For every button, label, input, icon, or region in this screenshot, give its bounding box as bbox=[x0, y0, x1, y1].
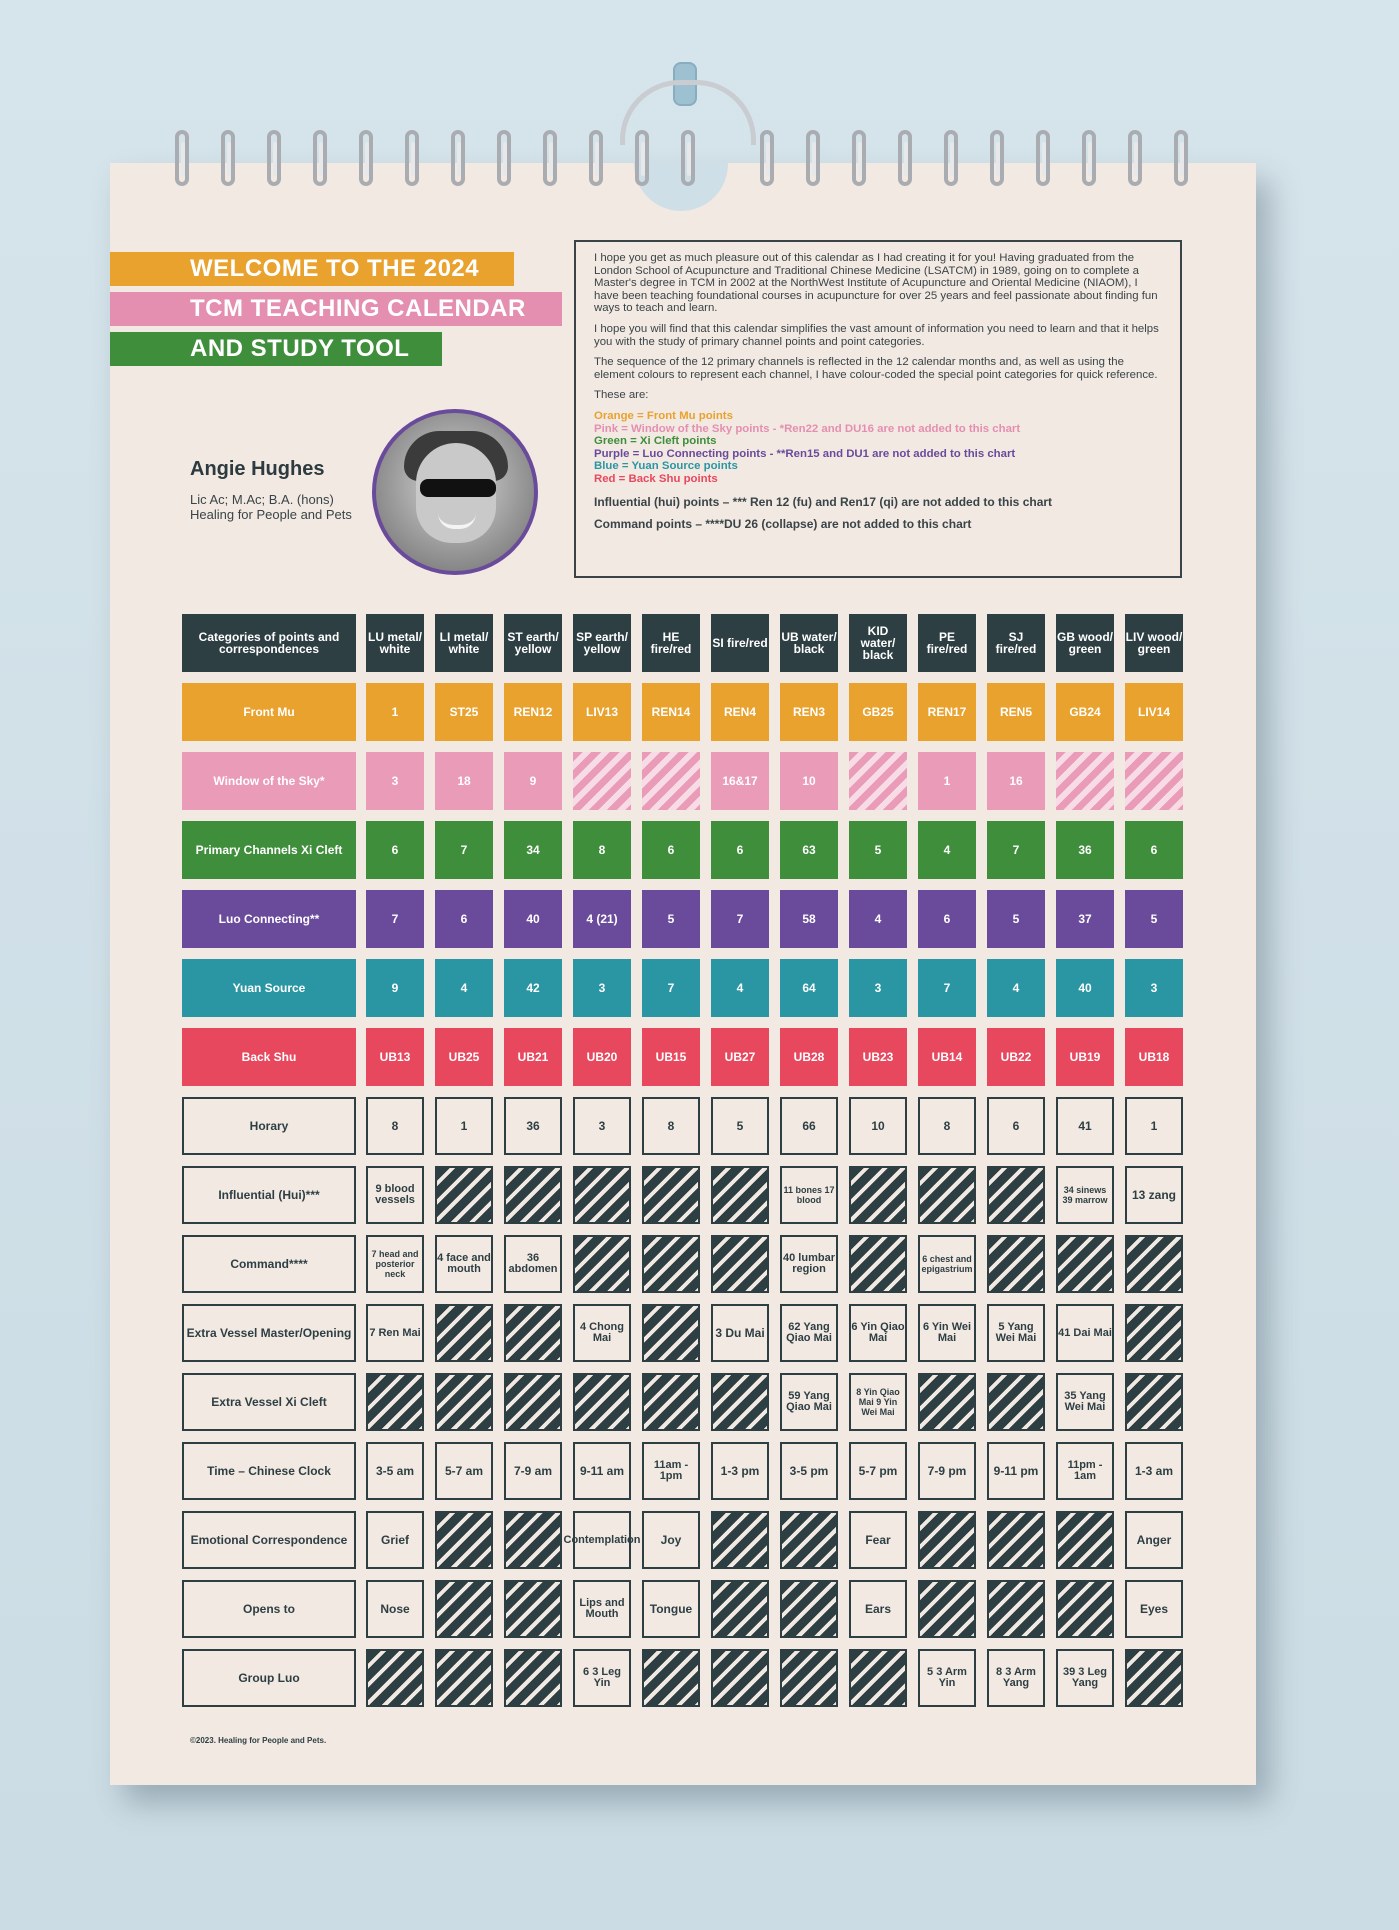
author-degrees: Lic Ac; M.Ac; B.A. (hons) bbox=[190, 492, 334, 507]
table-cell: 7-9 pm bbox=[918, 1442, 976, 1500]
hatched-empty-cell bbox=[711, 1373, 769, 1431]
table-cell: 3 Du Mai bbox=[711, 1304, 769, 1362]
table-cell: Nose bbox=[366, 1580, 424, 1638]
binding-ring bbox=[635, 130, 649, 186]
hatched-empty-cell bbox=[1056, 1235, 1114, 1293]
hatched-empty-cell bbox=[987, 1580, 1045, 1638]
table-cell: LIV13 bbox=[573, 683, 631, 741]
table-cell: 9 blood vessels bbox=[366, 1166, 424, 1224]
legend-item: Green = Xi Cleft points bbox=[594, 435, 717, 448]
hatched-empty-cell bbox=[435, 1511, 493, 1569]
intro-paragraph-2: I hope you will find that this calendar simplifies the vast amount of information you need to learn and that it helps you with the study of primary channel points and point categories. bbox=[594, 322, 1159, 348]
hatched-empty-cell bbox=[642, 1304, 700, 1362]
table-cell: REN12 bbox=[504, 683, 562, 741]
column-header: SJ fire/red bbox=[987, 614, 1045, 672]
binding-ring bbox=[589, 130, 603, 186]
table-cell: 5 bbox=[642, 890, 700, 948]
table-cell: 6 bbox=[435, 890, 493, 948]
hatched-empty-cell bbox=[987, 1511, 1045, 1569]
hatched-empty-cell bbox=[849, 1235, 907, 1293]
table-cell: REN3 bbox=[780, 683, 838, 741]
hatched-empty-cell bbox=[573, 1235, 631, 1293]
table-cell: 36 bbox=[1056, 821, 1114, 879]
hatched-empty-cell bbox=[849, 1649, 907, 1707]
table-cell: 5-7 am bbox=[435, 1442, 493, 1500]
legend-item: Red = Back Shu points bbox=[594, 472, 718, 485]
hatched-empty-cell bbox=[504, 1304, 562, 1362]
table-cell: 7 bbox=[711, 890, 769, 948]
table-cell: 34 bbox=[504, 821, 562, 879]
table-cell: REN5 bbox=[987, 683, 1045, 741]
hatched-empty-cell bbox=[1125, 1373, 1183, 1431]
table-cell: 3-5 am bbox=[366, 1442, 424, 1500]
table-cell: UB20 bbox=[573, 1028, 631, 1086]
table-cell: 8 bbox=[918, 1097, 976, 1155]
binding-ring bbox=[313, 130, 327, 186]
column-header: LIV wood/ green bbox=[1125, 614, 1183, 672]
hatched-empty-cell bbox=[435, 1580, 493, 1638]
hatched-empty-cell bbox=[642, 752, 700, 810]
table-cell: 1 bbox=[435, 1097, 493, 1155]
table-cell: UB18 bbox=[1125, 1028, 1183, 1086]
binding-ring bbox=[852, 130, 866, 186]
table-cell: 10 bbox=[780, 752, 838, 810]
row-label: Yuan Source bbox=[182, 959, 356, 1017]
table-cell: 1 bbox=[366, 683, 424, 741]
title-line-2: TCM TEACHING CALENDAR bbox=[110, 292, 562, 326]
table-cell: 5 bbox=[987, 890, 1045, 948]
binding-ring bbox=[497, 130, 511, 186]
table-cell: 7 Ren Mai bbox=[366, 1304, 424, 1362]
table-cell: 4 Chong Mai bbox=[573, 1304, 631, 1362]
binding-ring bbox=[681, 130, 695, 186]
row-label: Luo Connecting** bbox=[182, 890, 356, 948]
hatched-empty-cell bbox=[1125, 752, 1183, 810]
table-cell: 7 head and posterior neck bbox=[366, 1235, 424, 1293]
table-cell: 16 bbox=[987, 752, 1045, 810]
table-cell: 36 abdomen bbox=[504, 1235, 562, 1293]
table-cell: Anger bbox=[1125, 1511, 1183, 1569]
table-cell: REN4 bbox=[711, 683, 769, 741]
hatched-empty-cell bbox=[642, 1235, 700, 1293]
hatched-empty-cell bbox=[1125, 1649, 1183, 1707]
table-cell: 41 Dai Mai bbox=[1056, 1304, 1114, 1362]
table-cell: 9 bbox=[504, 752, 562, 810]
table-cell: 42 bbox=[504, 959, 562, 1017]
table-cell: 4 bbox=[849, 890, 907, 948]
table-cell: 5 bbox=[1125, 890, 1183, 948]
table-corner-header: Categories of points and correspondences bbox=[182, 614, 356, 672]
table-cell: 7 bbox=[987, 821, 1045, 879]
row-label: Back Shu bbox=[182, 1028, 356, 1086]
table-cell: 36 bbox=[504, 1097, 562, 1155]
hatched-empty-cell bbox=[711, 1649, 769, 1707]
table-cell: 6 3 Leg Yin bbox=[573, 1649, 631, 1707]
row-label: Extra Vessel Master/Opening bbox=[182, 1304, 356, 1362]
hatched-empty-cell bbox=[435, 1373, 493, 1431]
table-cell: 34 sinews 39 marrow bbox=[1056, 1166, 1114, 1224]
hatched-empty-cell bbox=[1056, 752, 1114, 810]
column-header: SP earth/ yellow bbox=[573, 614, 631, 672]
table-cell: UB23 bbox=[849, 1028, 907, 1086]
hatched-empty-cell bbox=[1056, 1580, 1114, 1638]
row-label: Front Mu bbox=[182, 683, 356, 741]
table-cell: ST25 bbox=[435, 683, 493, 741]
hatched-empty-cell bbox=[573, 752, 631, 810]
column-header: LU metal/ white bbox=[366, 614, 424, 672]
hatched-empty-cell bbox=[711, 1166, 769, 1224]
table-cell: Tongue bbox=[642, 1580, 700, 1638]
table-cell: 40 bbox=[504, 890, 562, 948]
column-header: LI metal/ white bbox=[435, 614, 493, 672]
row-label: Emotional Correspondence bbox=[182, 1511, 356, 1569]
binding-ring bbox=[944, 130, 958, 186]
hatched-empty-cell bbox=[573, 1373, 631, 1431]
column-header: HE fire/red bbox=[642, 614, 700, 672]
table-cell: 3 bbox=[849, 959, 907, 1017]
table-cell: 3-5 pm bbox=[780, 1442, 838, 1500]
table-cell: 7 bbox=[435, 821, 493, 879]
table-cell: 37 bbox=[1056, 890, 1114, 948]
table-cell: UB14 bbox=[918, 1028, 976, 1086]
table-cell: 6 bbox=[711, 821, 769, 879]
hatched-empty-cell bbox=[435, 1304, 493, 1362]
table-cell: 6 bbox=[642, 821, 700, 879]
table-cell: 4 bbox=[435, 959, 493, 1017]
binding-ring bbox=[1082, 130, 1096, 186]
hatched-empty-cell bbox=[366, 1373, 424, 1431]
table-cell: 11 bones 17 blood bbox=[780, 1166, 838, 1224]
table-cell: REN17 bbox=[918, 683, 976, 741]
table-cell: 4 bbox=[918, 821, 976, 879]
table-cell: 7 bbox=[366, 890, 424, 948]
table-cell: 6 bbox=[1125, 821, 1183, 879]
hatched-empty-cell bbox=[780, 1511, 838, 1569]
binding-ring bbox=[175, 130, 189, 186]
table-cell: 10 bbox=[849, 1097, 907, 1155]
table-cell: 62 Yang Qiao Mai bbox=[780, 1304, 838, 1362]
table-cell: Ears bbox=[849, 1580, 907, 1638]
row-label: Opens to bbox=[182, 1580, 356, 1638]
author-credentials bbox=[190, 492, 370, 522]
spiral-binding bbox=[175, 130, 1195, 190]
table-cell: 4 face and mouth bbox=[435, 1235, 493, 1293]
column-header: GB wood/ green bbox=[1056, 614, 1114, 672]
table-cell: LIV14 bbox=[1125, 683, 1183, 741]
table-cell: 7-9 am bbox=[504, 1442, 562, 1500]
binding-ring bbox=[1174, 130, 1188, 186]
table-cell: 3 bbox=[1125, 959, 1183, 1017]
row-label: Horary bbox=[182, 1097, 356, 1155]
table-cell: 66 bbox=[780, 1097, 838, 1155]
hatched-empty-cell bbox=[642, 1649, 700, 1707]
column-header: UB water/ black bbox=[780, 614, 838, 672]
hatched-empty-cell bbox=[435, 1166, 493, 1224]
table-cell: 11am - 1pm bbox=[642, 1442, 700, 1500]
hatched-empty-cell bbox=[918, 1373, 976, 1431]
note-command: Command points – ****DU 26 (collapse) are not added to this chart bbox=[594, 517, 972, 532]
hatched-empty-cell bbox=[366, 1649, 424, 1707]
table-cell: Lips and Mouth bbox=[573, 1580, 631, 1638]
binding-ring bbox=[267, 130, 281, 186]
hatched-empty-cell bbox=[1125, 1235, 1183, 1293]
hatched-empty-cell bbox=[504, 1649, 562, 1707]
row-label: Time – Chinese Clock bbox=[182, 1442, 356, 1500]
table-cell: UB13 bbox=[366, 1028, 424, 1086]
table-cell: 3 bbox=[366, 752, 424, 810]
table-cell: Grief bbox=[366, 1511, 424, 1569]
table-cell: GB25 bbox=[849, 683, 907, 741]
hatched-empty-cell bbox=[780, 1580, 838, 1638]
table-cell: UB28 bbox=[780, 1028, 838, 1086]
table-cell: 1 bbox=[1125, 1097, 1183, 1155]
column-header: ST earth/ yellow bbox=[504, 614, 562, 672]
table-cell: 8 Yin Qiao Mai 9 Yin Wei Mai bbox=[849, 1373, 907, 1431]
table-cell: UB15 bbox=[642, 1028, 700, 1086]
table-cell: 1 bbox=[918, 752, 976, 810]
table-cell: UB27 bbox=[711, 1028, 769, 1086]
hatched-empty-cell bbox=[711, 1511, 769, 1569]
table-cell: GB24 bbox=[1056, 683, 1114, 741]
table-cell: 8 3 Arm Yang bbox=[987, 1649, 1045, 1707]
table-cell: Joy bbox=[642, 1511, 700, 1569]
table-cell: 7 bbox=[642, 959, 700, 1017]
table-cell: 9-11 am bbox=[573, 1442, 631, 1500]
author-business: Healing for People and Pets bbox=[190, 507, 352, 522]
binding-ring bbox=[1128, 130, 1142, 186]
intro-paragraph-4: These are: bbox=[594, 389, 649, 402]
table-cell: 5-7 pm bbox=[849, 1442, 907, 1500]
author-photo bbox=[372, 409, 538, 575]
row-label: Group Luo bbox=[182, 1649, 356, 1707]
hatched-empty-cell bbox=[987, 1373, 1045, 1431]
table-cell: 8 bbox=[642, 1097, 700, 1155]
row-label: Command**** bbox=[182, 1235, 356, 1293]
table-cell: 3 bbox=[573, 959, 631, 1017]
table-cell: 35 Yang Wei Mai bbox=[1056, 1373, 1114, 1431]
binding-ring bbox=[359, 130, 373, 186]
table-cell: 39 3 Leg Yang bbox=[1056, 1649, 1114, 1707]
table-cell: 6 chest and epigastrium bbox=[918, 1235, 976, 1293]
hatched-empty-cell bbox=[642, 1373, 700, 1431]
hatched-empty-cell bbox=[918, 1580, 976, 1638]
table-cell: 6 Yin Wei Mai bbox=[918, 1304, 976, 1362]
table-cell: 1-3 pm bbox=[711, 1442, 769, 1500]
hatched-empty-cell bbox=[849, 1166, 907, 1224]
legend-item: Orange = Front Mu points bbox=[594, 409, 733, 422]
hatched-empty-cell bbox=[1056, 1511, 1114, 1569]
binding-ring bbox=[1036, 130, 1050, 186]
table-cell: 11pm - 1am bbox=[1056, 1442, 1114, 1500]
hatched-empty-cell bbox=[711, 1580, 769, 1638]
table-cell: 41 bbox=[1056, 1097, 1114, 1155]
table-cell: REN14 bbox=[642, 683, 700, 741]
intro-paragraph-1: I hope you get as much pleasure out of this calendar as I had creating it for you! Having graduated from the London School of Acupuncture and Traditional Chinese Medicine (LSATCM) in 1989, going on to complete a Master's degree in TCM in 2002 at the NorthWest Institute of Acupuncture and Oriental Medicine (NIAOM), I have been teaching foundational courses in acupuncture for over 25 years and feel passionate about finding fun ways to teach and learn. bbox=[594, 252, 1158, 315]
table-cell: Fear bbox=[849, 1511, 907, 1569]
legend-item: Purple = Luo Connecting points - **Ren15 and DU1 are not added to this chart bbox=[594, 447, 1016, 460]
table-cell: UB19 bbox=[1056, 1028, 1114, 1086]
hatched-empty-cell bbox=[711, 1235, 769, 1293]
table-cell: 59 Yang Qiao Mai bbox=[780, 1373, 838, 1431]
column-header: KID water/ black bbox=[849, 614, 907, 672]
hatched-empty-cell bbox=[987, 1235, 1045, 1293]
table-cell: 8 bbox=[366, 1097, 424, 1155]
row-label: Primary Channels Xi Cleft bbox=[182, 821, 356, 879]
table-cell: 6 Yin Qiao Mai bbox=[849, 1304, 907, 1362]
title-line-1: WELCOME TO THE 2024 bbox=[110, 252, 514, 286]
table-cell: 16&17 bbox=[711, 752, 769, 810]
binding-ring bbox=[990, 130, 1004, 186]
table-cell: 9 bbox=[366, 959, 424, 1017]
row-label: Influential (Hui)*** bbox=[182, 1166, 356, 1224]
hatched-empty-cell bbox=[1125, 1304, 1183, 1362]
hatched-empty-cell bbox=[504, 1373, 562, 1431]
copyright: ©2023. Healing for People and Pets. bbox=[190, 1736, 327, 1745]
legend-item: Pink = Window of the Sky points - *Ren22 and DU16 are not added to this chart bbox=[594, 422, 1021, 435]
table-cell: 63 bbox=[780, 821, 838, 879]
hatched-empty-cell bbox=[642, 1166, 700, 1224]
table-cell: 4 bbox=[987, 959, 1045, 1017]
hatched-empty-cell bbox=[849, 752, 907, 810]
table-cell: 5 bbox=[711, 1097, 769, 1155]
hatched-empty-cell bbox=[573, 1166, 631, 1224]
table-cell: 1-3 am bbox=[1125, 1442, 1183, 1500]
hatched-empty-cell bbox=[780, 1649, 838, 1707]
hatched-empty-cell bbox=[987, 1166, 1045, 1224]
row-label: Extra Vessel Xi Cleft bbox=[182, 1373, 356, 1431]
column-header: SI fire/red bbox=[711, 614, 769, 672]
photo-sunglasses bbox=[420, 479, 496, 497]
hatched-empty-cell bbox=[918, 1511, 976, 1569]
table-cell: Contemplation bbox=[573, 1511, 631, 1569]
table-cell: 13 zang bbox=[1125, 1166, 1183, 1224]
hatched-empty-cell bbox=[504, 1511, 562, 1569]
table-cell: 4 bbox=[711, 959, 769, 1017]
table-cell: 6 bbox=[918, 890, 976, 948]
hatched-empty-cell bbox=[504, 1580, 562, 1638]
table-cell: 58 bbox=[780, 890, 838, 948]
binding-ring bbox=[405, 130, 419, 186]
table-cell: 40 lumbar region bbox=[780, 1235, 838, 1293]
hatched-empty-cell bbox=[918, 1166, 976, 1224]
column-header: PE fire/red bbox=[918, 614, 976, 672]
author-name: Angie Hughes bbox=[190, 458, 325, 480]
table-cell: 64 bbox=[780, 959, 838, 1017]
table-cell: 9-11 pm bbox=[987, 1442, 1045, 1500]
hatched-empty-cell bbox=[435, 1649, 493, 1707]
binding-ring bbox=[451, 130, 465, 186]
intro-box bbox=[574, 240, 1182, 578]
binding-ring bbox=[221, 130, 235, 186]
table-cell: 40 bbox=[1056, 959, 1114, 1017]
table-cell: 7 bbox=[918, 959, 976, 1017]
binding-ring bbox=[543, 130, 557, 186]
legend-item: Blue = Yuan Source points bbox=[594, 460, 738, 473]
hatched-empty-cell bbox=[504, 1166, 562, 1224]
table-cell: 4 (21) bbox=[573, 890, 631, 948]
binding-ring bbox=[760, 130, 774, 186]
table-cell: UB22 bbox=[987, 1028, 1045, 1086]
binding-ring bbox=[806, 130, 820, 186]
colour-legend bbox=[594, 410, 1162, 486]
table-cell: UB21 bbox=[504, 1028, 562, 1086]
table-cell: 5 3 Arm Yin bbox=[918, 1649, 976, 1707]
table-cell: UB25 bbox=[435, 1028, 493, 1086]
table-cell: Eyes bbox=[1125, 1580, 1183, 1638]
table-cell: 6 bbox=[987, 1097, 1045, 1155]
table-cell: 8 bbox=[573, 821, 631, 879]
note-influential: Influential (hui) points – *** Ren 12 (fu) and Ren17 (qi) are not added to this chart bbox=[594, 494, 1053, 509]
table-cell: 6 bbox=[366, 821, 424, 879]
table-cell: 3 bbox=[573, 1097, 631, 1155]
table-cell: 5 Yang Wei Mai bbox=[987, 1304, 1045, 1362]
title-line-3: AND STUDY TOOL bbox=[110, 332, 442, 366]
table-cell: 18 bbox=[435, 752, 493, 810]
row-label: Window of the Sky* bbox=[182, 752, 356, 810]
intro-paragraph-3: The sequence of the 12 primary channels is reflected in the 12 calendar months and, as well as using the element colours to represent each channel, I have colour-coded the special point categories for quick reference. bbox=[594, 356, 1158, 381]
binding-ring bbox=[898, 130, 912, 186]
table-cell: 5 bbox=[849, 821, 907, 879]
